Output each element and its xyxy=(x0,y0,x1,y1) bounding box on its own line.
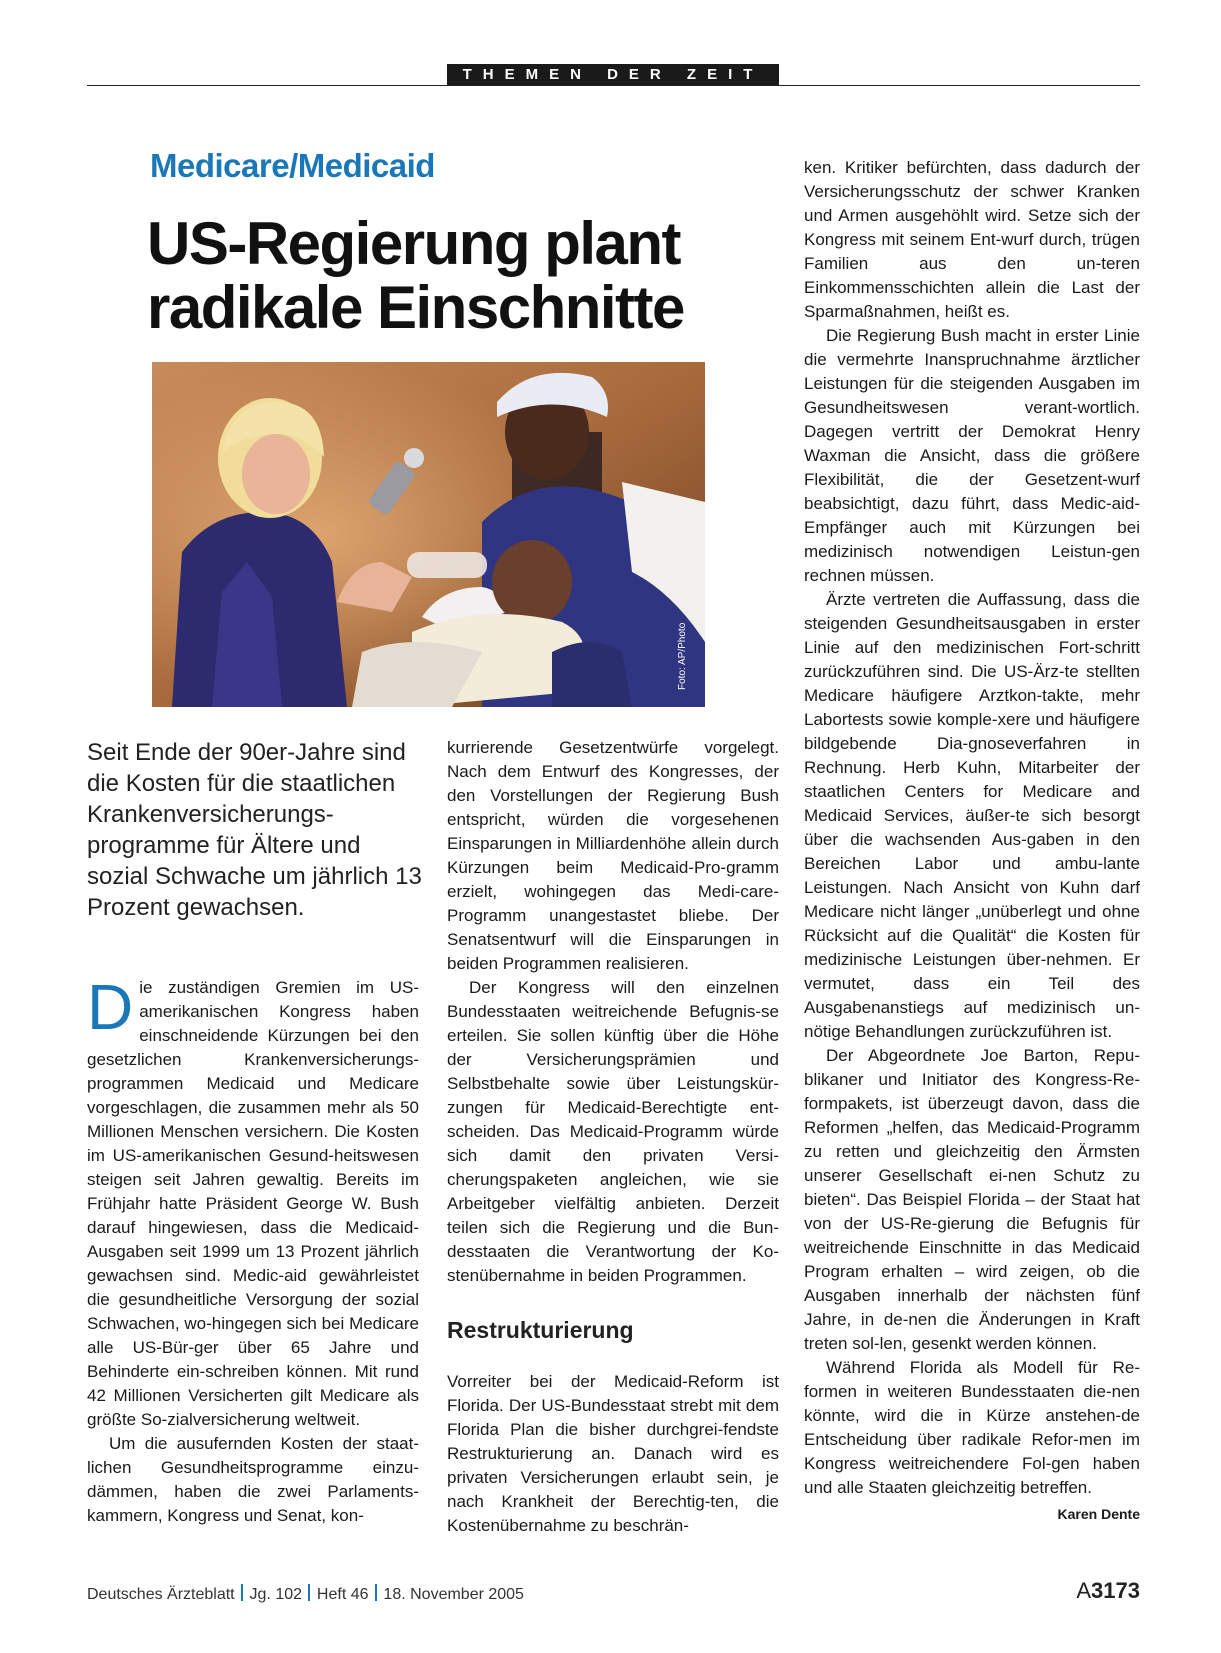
paragraph: Die Regierung Bush macht in erster Linie die vermehrte Inanspruchnahme ärztlicher Leistungen für die steigenden Ausgaben im Gesundheitswesen verant-wortlich. Dagegen vertritt der Demokrat Henry Waxman die Ansicht, dass die größere Flexibilität, die der Gesetzent-wurf beabsichtigt, dazu führt, dass Medic-aid-Empfänger auch mit Kürzungen bei medizinisch notwendigen Leistun-gen rechnen müssen. xyxy=(804,326,1140,585)
journal-volume: Jg. 102 xyxy=(249,1586,303,1603)
footer-separator xyxy=(375,1584,377,1601)
drop-cap: D xyxy=(87,971,134,1043)
journal-issue: Heft 46 xyxy=(316,1586,369,1603)
paragraph: Vorreiter bei der Medicaid-Reform ist Florida. Der US-Bundesstaat strebt mit dem Florida Plan die bisher durchgrei-fendste Restrukturierung an. Danach wird es privaten Versicherungen erlaubt sein, je nach Krankheit der Berechtig-ten, die Kostenübernahme zu beschrän- xyxy=(447,1372,779,1535)
article-lede: Seit Ende der 90er-Jahre sind die Kosten für die staatlichen Krankenversicherungs-programme für Ältere und sozial Schwache um jährlich 13 Prozent gewachsen. xyxy=(87,739,422,921)
paragraph xyxy=(87,971,419,1432)
article-headline: US-Regierung plant radikale Einschnitte xyxy=(147,210,684,341)
page-number xyxy=(1076,1578,1140,1604)
article-photo xyxy=(152,362,705,707)
text-column-1 xyxy=(87,971,419,1528)
page-prefix: A xyxy=(1076,1578,1092,1603)
page-number-value: 3173 xyxy=(1091,1578,1140,1603)
paragraph-text: ie zuständigen Gremien im US-amerikanischen Kongress haben einschneidende Kürzungen bei den gesetzlichen Krankenversicherungs-programmen Medicaid und Medicare vorgeschlagen, die zusammen mehr als 50 Millionen Menschen versichern. Die Kosten im US-amerikanischen Gesund-heitswesen steigen seit Jahren gewaltig. Bereits im Frühjahr hatte Präsident George W. Bush darauf hingewiesen, dass die Medicaid-Ausgaben seit 1999 um 13 Prozent jährlich gewachsen sind. Medic-aid gewährleistet die gesundheitliche Versorgung der sozial Schwachen, wo-hingegen sich bei Medicare alle US-Bür-ger über 65 Jahre und Behinderte ein-schreiben können. Mit rund 42 Millionen Versicherten gilt Medicare als größte So-zialversicherung weltweit. xyxy=(87,978,419,1429)
journal-name: Deutsches Ärzteblatt xyxy=(87,1586,235,1603)
paragraph-text: Während Florida als Modell für Re-formen in weiteren Bundesstaaten die-nen könnte, wird die in Kürze anstehen-de Entscheidung über radikale Refor-men im Kongress weitreichendere Fol-gen haben und alle Staaten gleichzeitig betreffen. xyxy=(804,1358,1140,1497)
footer-separator xyxy=(241,1584,243,1601)
subheading: Restrukturierung xyxy=(447,1317,634,1343)
page-footer xyxy=(87,1584,524,1604)
section-label: THEMEN DER ZEIT xyxy=(447,64,779,85)
paragraph: Um die ausufernden Kosten der staat-lichen Gesundheitsprogramme einzu-dämmen, haben die zwei Parlaments-kammern, Kongress und Senat, kon- xyxy=(87,1434,419,1525)
footer-separator xyxy=(308,1584,310,1601)
paragraph xyxy=(804,1356,1140,1522)
author-name: Karen Dente xyxy=(1057,1506,1140,1522)
paragraph: ken. Kritiker befürchten, dass dadurch der Versicherungsschutz der schwer Kranken und Armen ausgehöhlt wird. Setze sich der Kongress mit seinem Ent-wurf durch, trügen Familien aus den un-teren Einkommensschichten allein die Last der Sparmaßnahmen, heißt es. xyxy=(804,158,1140,321)
text-column-3 xyxy=(804,156,1140,1526)
paragraph: Der Abgeordnete Joe Barton, Repu-blikaner und Initiator des Kongress-Re-formpakets, ist überzeugt davon, dass die Reformen „helfen, das Medicaid-Programm zu retten und gleichzeitig den Ärmsten unserer Gesellschaft ei-nen Schutz zu bieten“. Das Beispiel Florida – der Staat hat von der US-Re-gierung die Befugnis für weitreichende Einschnitte in das Medicaid Program erhalten – wird zeigen, ob die Ausgaben innerhalb der nächsten fünf Jahre, in de-nen die Änderungen in Kraft treten sol-len, gesenkt werden können. xyxy=(804,1046,1140,1353)
header-rule xyxy=(87,85,1140,86)
issue-date: 18. November 2005 xyxy=(383,1586,524,1603)
paragraph: Der Kongress will den einzelnen Bundesstaaten weitreichende Befugnis-se erteilen. Sie sollen künftig über die Höhe der Versicherungsprämien und Selbstbehalte sowie über Leistungskür-zungen für Medicaid-Berechtigte ent-scheiden. Das Medicaid-Programm würde sich damit den privaten Versi-cherungspaketen angleichen, wie sie Arbeitgeber vielfältig anbieten. Derzeit teilen sich die Regierung und die Bun-desstaaten die Verantwortung der Ko-stenübernahme in beiden Programmen. xyxy=(447,978,779,1285)
article-kicker: Medicare/Medicaid xyxy=(150,147,435,184)
paragraph: Ärzte vertreten die Auffassung, dass die steigenden Gesundheitsausgaben in erster Linie auf den medizinischen Fort-schritt zurückzuführen sind. Die US-Ärz-te stellten Medicare häufigere Arztkon-takte, mehr Labortests sowie komple-xere und häufigere bildgebende Dia-gnoseverfahren in Rechnung. Herb Kuhn, Mitarbeiter der staatlichen Centers for Medicare and Medicaid Services, äußer-te sich besorgt über die wachsenden Aus-gaben in den Bereichen Labor und ambu-lante Leistungen. Nach Ansicht von Kuhn darf Medicare nicht länger „unüberlegt und ohne Rücksicht auf die Qualität“ die Kosten für medizinische Leistungen über-nehmen. Er vermutet, dass ein Teil des Ausgabenanstiegs auf medizinisch un-nötige Behandlungen zurückzuführen ist. xyxy=(804,590,1140,1041)
text-column-2 xyxy=(447,736,779,1538)
photo-credit: Foto: AP/Photo xyxy=(677,622,688,690)
paragraph: kurrierende Gesetzentwürfe vorgelegt. Nach dem Entwurf des Kongresses, der den Vorstellungen der Regierung Bush entspricht, würden die vorgesehenen Einsparungen in Milliardenhöhe allein durch Kürzungen beim Medicaid-Pro-gramm erzielt, wohingegen das Medi-care-Programm unangestastet bliebe. Der Senatsentwurf will die Einsparungen in beiden Programmen realisieren. xyxy=(447,738,779,973)
